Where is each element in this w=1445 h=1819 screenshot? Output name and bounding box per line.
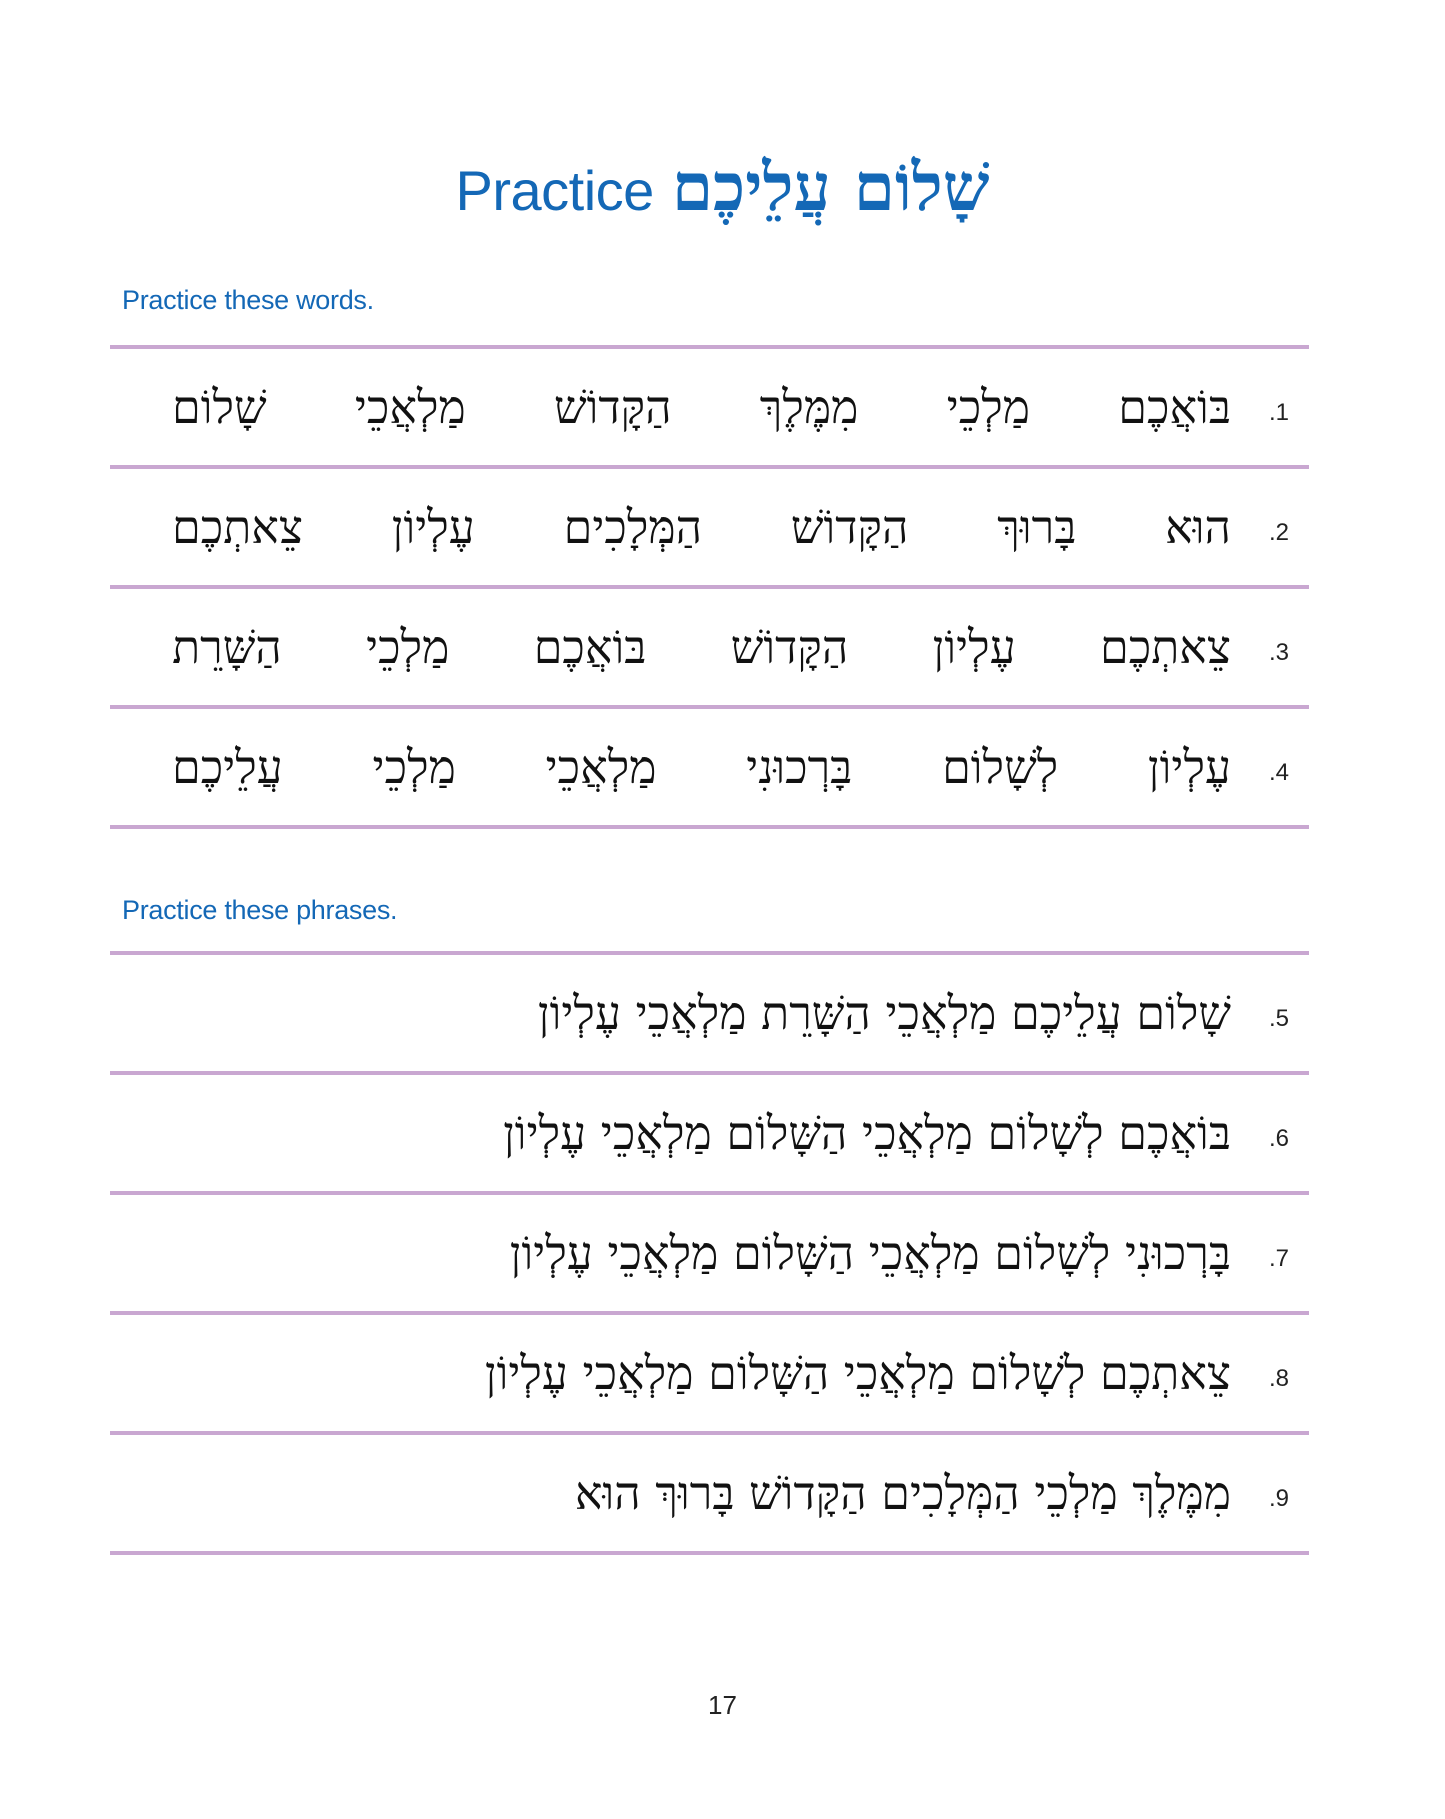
word-row-2	[110, 469, 1309, 585]
practice-phrase: צֵאתְכֶם לְשָׁלוֹם מַלְאֲכֵי הַשָּׁלוֹם מַלְאֲכֵי עֶלְיוֹן	[484, 1346, 1231, 1400]
practice-word: הַקָּדוֹשׁ	[554, 380, 672, 434]
practice-word: מַלְאֲכֵי	[545, 740, 657, 794]
row-number: .9	[1268, 1485, 1289, 1512]
practice-phrase: שָׁלוֹם עֲלֵיכֶם מַלְאֲכֵי הַשָּׁרֵת מַלְאֲכֵי עֶלְיוֹן	[537, 986, 1231, 1040]
word-list	[172, 589, 1231, 705]
practice-word: עֶלְיוֹן	[932, 620, 1016, 674]
practice-word: בּוֹאֲכֶם	[1118, 380, 1231, 434]
practice-word: בָּרוּךְ	[997, 500, 1077, 554]
practice-word: הוּא	[1165, 500, 1231, 554]
practice-word: מַלְכֵי	[372, 740, 456, 794]
word-list	[172, 469, 1231, 585]
practice-word: מַלְכֵי	[946, 380, 1031, 434]
word-row-1	[110, 349, 1309, 465]
practice-word: בָּרְכוּנִי	[746, 740, 853, 794]
page-title-english: Practice	[455, 159, 654, 222]
practice-word: בּוֹאֲכֶם	[533, 620, 647, 674]
phrase-row-9	[110, 1435, 1309, 1551]
practice-word: עֲלֵיכֶם	[172, 740, 283, 794]
practice-phrase: מִמֶּלֶךְ מַלְכֵי הַמְּלָכִים הַקָּדוֹשׁ בָּרוּךְ הוּא	[574, 1466, 1231, 1520]
practice-word: הַקָּדוֹשׁ	[730, 620, 849, 674]
row-number: .2	[1268, 519, 1289, 546]
practice-word: שָׁלוֹם	[172, 380, 267, 434]
word-list	[172, 709, 1231, 825]
page-title-hebrew: שָׁלוֹם עֲלֵיכֶם	[671, 148, 990, 226]
page-title	[0, 148, 1445, 238]
row-number: .3	[1268, 639, 1289, 666]
word-list	[172, 349, 1231, 465]
words-section-label: Practice these words.	[122, 285, 374, 315]
practice-word: עֶלְיוֹן	[1147, 740, 1231, 794]
phrase-row-5	[110, 955, 1309, 1071]
row-number: .8	[1268, 1365, 1289, 1392]
practice-word: הַמְּלָכִים	[563, 500, 703, 554]
practice-word: מִמֶּלֶךְ	[759, 380, 859, 434]
row-number: .4	[1268, 759, 1289, 786]
practice-word: הַשָּׁרֵת	[172, 620, 282, 674]
practice-word: צֵאתְכֶם	[172, 500, 303, 554]
divider-rule	[110, 825, 1309, 829]
row-number: .1	[1268, 399, 1289, 426]
phrase-row-6	[110, 1075, 1309, 1191]
phrase-row-7	[110, 1195, 1309, 1311]
practice-word: לְשָׁלוֹם	[942, 740, 1059, 794]
word-row-4	[110, 709, 1309, 825]
practice-word: צֵאתְכֶם	[1100, 620, 1231, 674]
practice-phrase: בּוֹאֲכֶם לְשָׁלוֹם מַלְאֲכֵי הַשָּׁלוֹם מַלְאֲכֵי עֶלְיוֹן	[503, 1106, 1231, 1160]
practice-word: עֶלְיוֹן	[391, 500, 475, 554]
phrase-row-8	[110, 1315, 1309, 1431]
divider-rule	[110, 1551, 1309, 1555]
row-number: .6	[1268, 1125, 1289, 1152]
practice-word: מַלְכֵי	[366, 620, 450, 674]
row-number: .7	[1268, 1245, 1289, 1272]
page-number: 17	[708, 1690, 737, 1720]
practice-word: הַקָּדוֹשׁ	[790, 500, 909, 554]
practice-word: מַלְאֲכֵי	[354, 380, 466, 434]
practice-phrase: בָּרְכוּנִי לְשָׁלוֹם מַלְאֲכֵי הַשָּׁלוֹם מַלְאֲכֵי עֶלְיוֹן	[509, 1226, 1231, 1280]
word-row-3	[110, 589, 1309, 705]
row-number: .5	[1268, 1005, 1289, 1032]
phrases-section-label: Practice these phrases.	[122, 895, 398, 925]
